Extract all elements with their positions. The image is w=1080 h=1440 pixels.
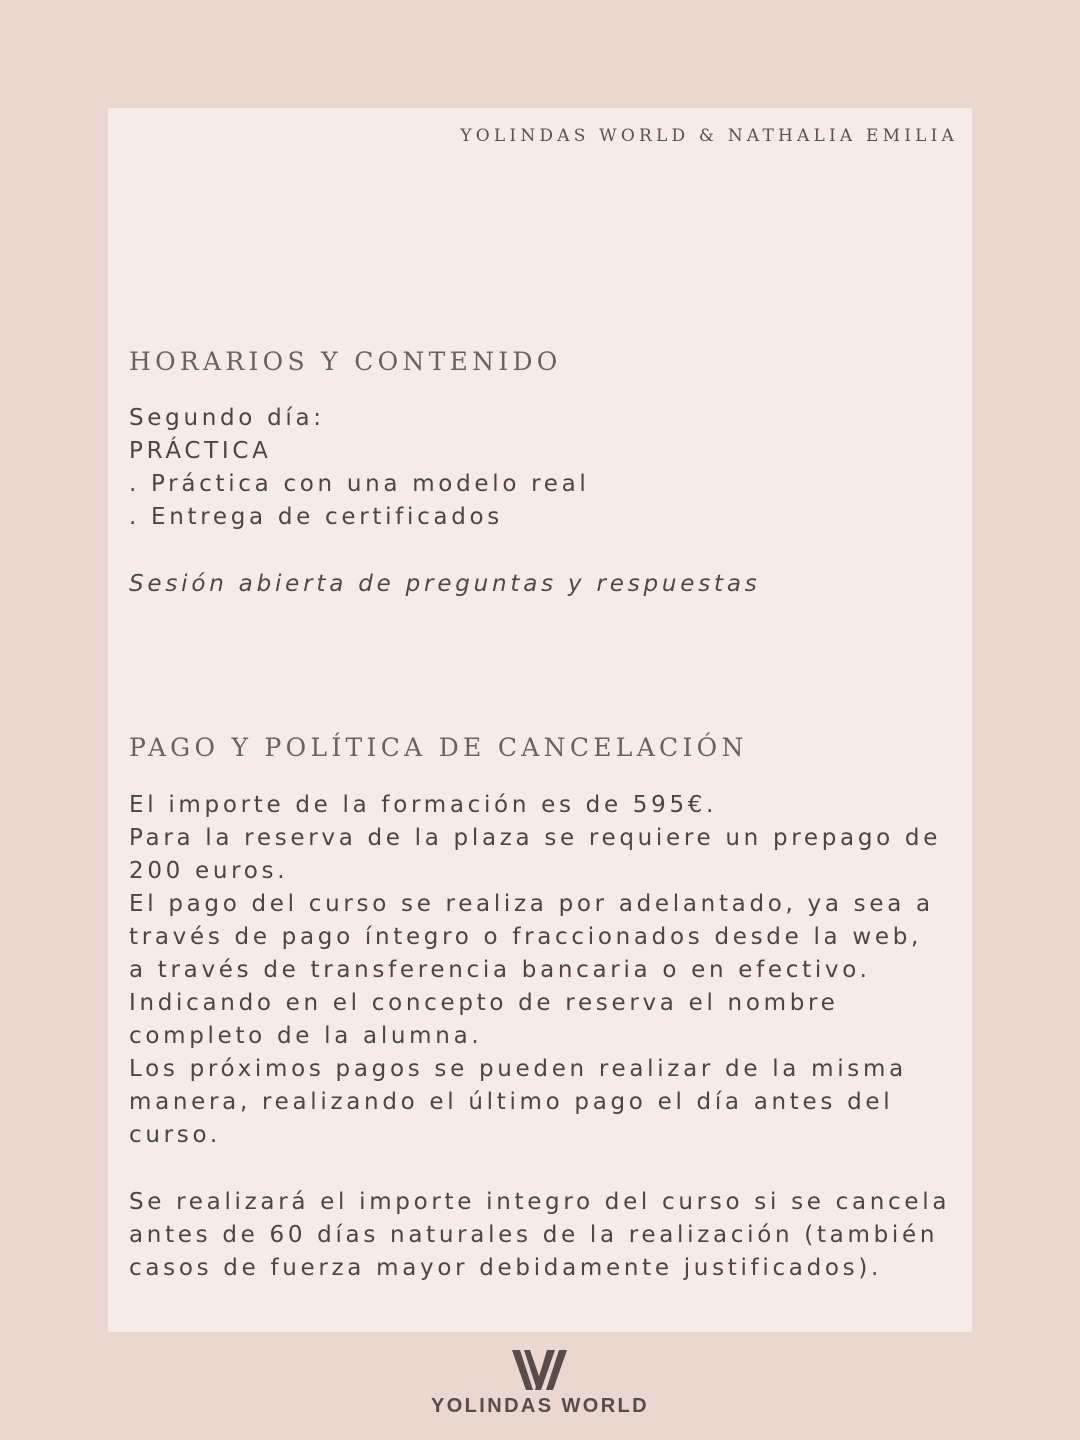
schedule-line: Segundo día: — [129, 405, 325, 431]
payment-line: completo de la alumna. — [129, 1023, 483, 1049]
cancellation-line: antes de 60 días naturales de la realización (también — [129, 1222, 939, 1248]
payment-line: través de pago íntegro o fraccionados desde la web, — [129, 924, 923, 950]
payment-line: Indicando en el concepto de reserva el nombre — [129, 990, 839, 1016]
brand-header: YOLINDAS WORLD & NATHALIA EMILIA — [460, 126, 958, 146]
payment-line: 200 euros. — [129, 858, 289, 884]
footer — [0, 1340, 1080, 1430]
schedule-section-title: HORARIOS Y CONTENIDO — [129, 347, 562, 376]
cancellation-line: casos de fuerza mayor debidamente justificados). — [129, 1255, 883, 1281]
payment-line: curso. — [129, 1122, 221, 1148]
cancellation-line: Se realizará el importe integro del curso si se cancela — [129, 1189, 951, 1215]
schedule-line: . Entrega de certificados — [129, 504, 503, 530]
content-card — [108, 108, 972, 1332]
schedule-line: PRÁCTICA — [129, 438, 272, 464]
payment-section-title: PAGO Y POLÍTICA DE CANCELACIÓN — [129, 733, 748, 762]
schedule-text — [129, 402, 959, 534]
schedule-line: . Práctica con una modelo real — [129, 471, 590, 497]
payment-line: Para la reserva de la plaza se requiere un prepago de — [129, 825, 942, 851]
payment-line: El pago del curso se realiza por adelantado, ya sea a — [129, 891, 934, 917]
yw-monogram-icon — [510, 1348, 570, 1392]
payment-line: manera, realizando el último pago el día antes del — [129, 1089, 894, 1115]
payment-text — [129, 789, 959, 1152]
cancellation-text — [129, 1186, 959, 1285]
payment-line: El importe de la formación es de 595€. — [129, 792, 718, 818]
footer-logo-text: YOLINDAS WORLD — [430, 1395, 650, 1417]
qa-session-note: Sesión abierta de preguntas y respuestas — [129, 571, 761, 597]
payment-line: a través de transferencia bancaria o en efectivo. — [129, 957, 871, 983]
payment-line: Los próximos pagos se pueden realizar de la misma — [129, 1056, 907, 1082]
